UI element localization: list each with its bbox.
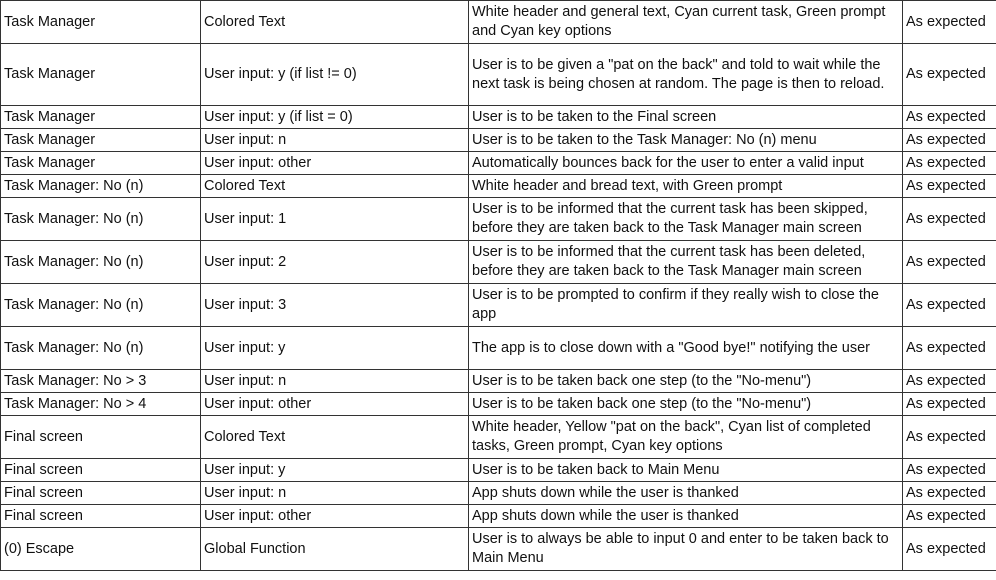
table-row bbox=[1, 505, 996, 528]
expected-cell: Automatically bounces back for the user to enter a valid input bbox=[469, 152, 903, 175]
area-cell: (0) Escape bbox=[1, 528, 201, 571]
test-cell: User input: n bbox=[201, 129, 469, 152]
test-cell: User input: y (if list != 0) bbox=[201, 44, 469, 106]
table-row bbox=[1, 198, 996, 241]
result-cell: As expected bbox=[903, 44, 996, 106]
table-row bbox=[1, 1, 996, 44]
area-cell: Task Manager: No > 4 bbox=[1, 393, 201, 416]
area-cell: Task Manager bbox=[1, 152, 201, 175]
table-row bbox=[1, 175, 996, 198]
area-cell: Final screen bbox=[1, 482, 201, 505]
area-cell: Task Manager: No (n) bbox=[1, 327, 201, 370]
area-cell: Task Manager bbox=[1, 44, 201, 106]
expected-cell: The app is to close down with a "Good bye!" notifying the user bbox=[469, 327, 903, 370]
test-cell: User input: n bbox=[201, 370, 469, 393]
expected-cell: User is to be taken to the Final screen bbox=[469, 106, 903, 129]
expected-cell: White header, Yellow "pat on the back", Cyan list of completed tasks, Green prompt, Cyan key options bbox=[469, 416, 903, 459]
area-cell: Final screen bbox=[1, 416, 201, 459]
test-cell: User input: y bbox=[201, 327, 469, 370]
area-cell: Task Manager: No > 3 bbox=[1, 370, 201, 393]
result-cell: As expected bbox=[903, 370, 996, 393]
expected-cell: User is to be informed that the current task has been deleted, before they are taken back to the Task Manager main screen bbox=[469, 241, 903, 284]
result-cell: As expected bbox=[903, 284, 996, 327]
expected-cell: User is to be taken to the Task Manager: No (n) menu bbox=[469, 129, 903, 152]
result-cell: As expected bbox=[903, 106, 996, 129]
table-body bbox=[1, 1, 996, 571]
area-cell: Task Manager: No (n) bbox=[1, 284, 201, 327]
area-cell: Task Manager bbox=[1, 129, 201, 152]
table-row bbox=[1, 44, 996, 106]
area-cell: Task Manager bbox=[1, 1, 201, 44]
table-row bbox=[1, 482, 996, 505]
result-cell: As expected bbox=[903, 528, 996, 571]
expected-cell: User is to be taken back to Main Menu bbox=[469, 459, 903, 482]
test-cell: User input: y bbox=[201, 459, 469, 482]
result-cell: As expected bbox=[903, 416, 996, 459]
expected-cell: App shuts down while the user is thanked bbox=[469, 482, 903, 505]
test-cell: Colored Text bbox=[201, 175, 469, 198]
test-cell: User input: 2 bbox=[201, 241, 469, 284]
expected-cell: User is to be given a "pat on the back" and told to wait while the next task is being chosen at random. The page is then to reload. bbox=[469, 44, 903, 106]
table-row bbox=[1, 129, 996, 152]
table-row bbox=[1, 393, 996, 416]
table-row bbox=[1, 327, 996, 370]
table-row bbox=[1, 106, 996, 129]
result-cell: As expected bbox=[903, 505, 996, 528]
table-row bbox=[1, 528, 996, 571]
test-cell: Colored Text bbox=[201, 416, 469, 459]
result-cell: As expected bbox=[903, 482, 996, 505]
test-cell: User input: 3 bbox=[201, 284, 469, 327]
table-row bbox=[1, 416, 996, 459]
area-cell: Task Manager: No (n) bbox=[1, 175, 201, 198]
expected-cell: User is to be prompted to confirm if they really wish to close the app bbox=[469, 284, 903, 327]
test-cell: User input: other bbox=[201, 505, 469, 528]
result-cell: As expected bbox=[903, 241, 996, 284]
area-cell: Final screen bbox=[1, 459, 201, 482]
expected-cell: White header and general text, Cyan current task, Green prompt and Cyan key options bbox=[469, 1, 903, 44]
table-row bbox=[1, 370, 996, 393]
expected-cell: User is to be informed that the current task has been skipped, before they are taken back to the Task Manager main screen bbox=[469, 198, 903, 241]
result-cell: As expected bbox=[903, 459, 996, 482]
area-cell: Task Manager: No (n) bbox=[1, 198, 201, 241]
test-cell: Colored Text bbox=[201, 1, 469, 44]
result-cell: As expected bbox=[903, 152, 996, 175]
table-row bbox=[1, 284, 996, 327]
result-cell: As expected bbox=[903, 175, 996, 198]
result-cell: As expected bbox=[903, 327, 996, 370]
test-cell: Global Function bbox=[201, 528, 469, 571]
area-cell: Task Manager: No (n) bbox=[1, 241, 201, 284]
result-cell: As expected bbox=[903, 1, 996, 44]
test-cell: User input: y (if list = 0) bbox=[201, 106, 469, 129]
area-cell: Final screen bbox=[1, 505, 201, 528]
expected-cell: User is to be taken back one step (to the "No-menu") bbox=[469, 370, 903, 393]
table-row bbox=[1, 241, 996, 284]
area-cell: Task Manager bbox=[1, 106, 201, 129]
test-cell: User input: other bbox=[201, 152, 469, 175]
table-row bbox=[1, 152, 996, 175]
expected-cell: User is to always be able to input 0 and enter to be taken back to Main Menu bbox=[469, 528, 903, 571]
result-cell: As expected bbox=[903, 198, 996, 241]
expected-cell: App shuts down while the user is thanked bbox=[469, 505, 903, 528]
test-cell: User input: n bbox=[201, 482, 469, 505]
result-cell: As expected bbox=[903, 393, 996, 416]
test-cell: User input: other bbox=[201, 393, 469, 416]
table-row bbox=[1, 459, 996, 482]
result-cell: As expected bbox=[903, 129, 996, 152]
expected-cell: User is to be taken back one step (to the "No-menu") bbox=[469, 393, 903, 416]
expected-cell: White header and bread text, with Green prompt bbox=[469, 175, 903, 198]
test-cell: User input: 1 bbox=[201, 198, 469, 241]
